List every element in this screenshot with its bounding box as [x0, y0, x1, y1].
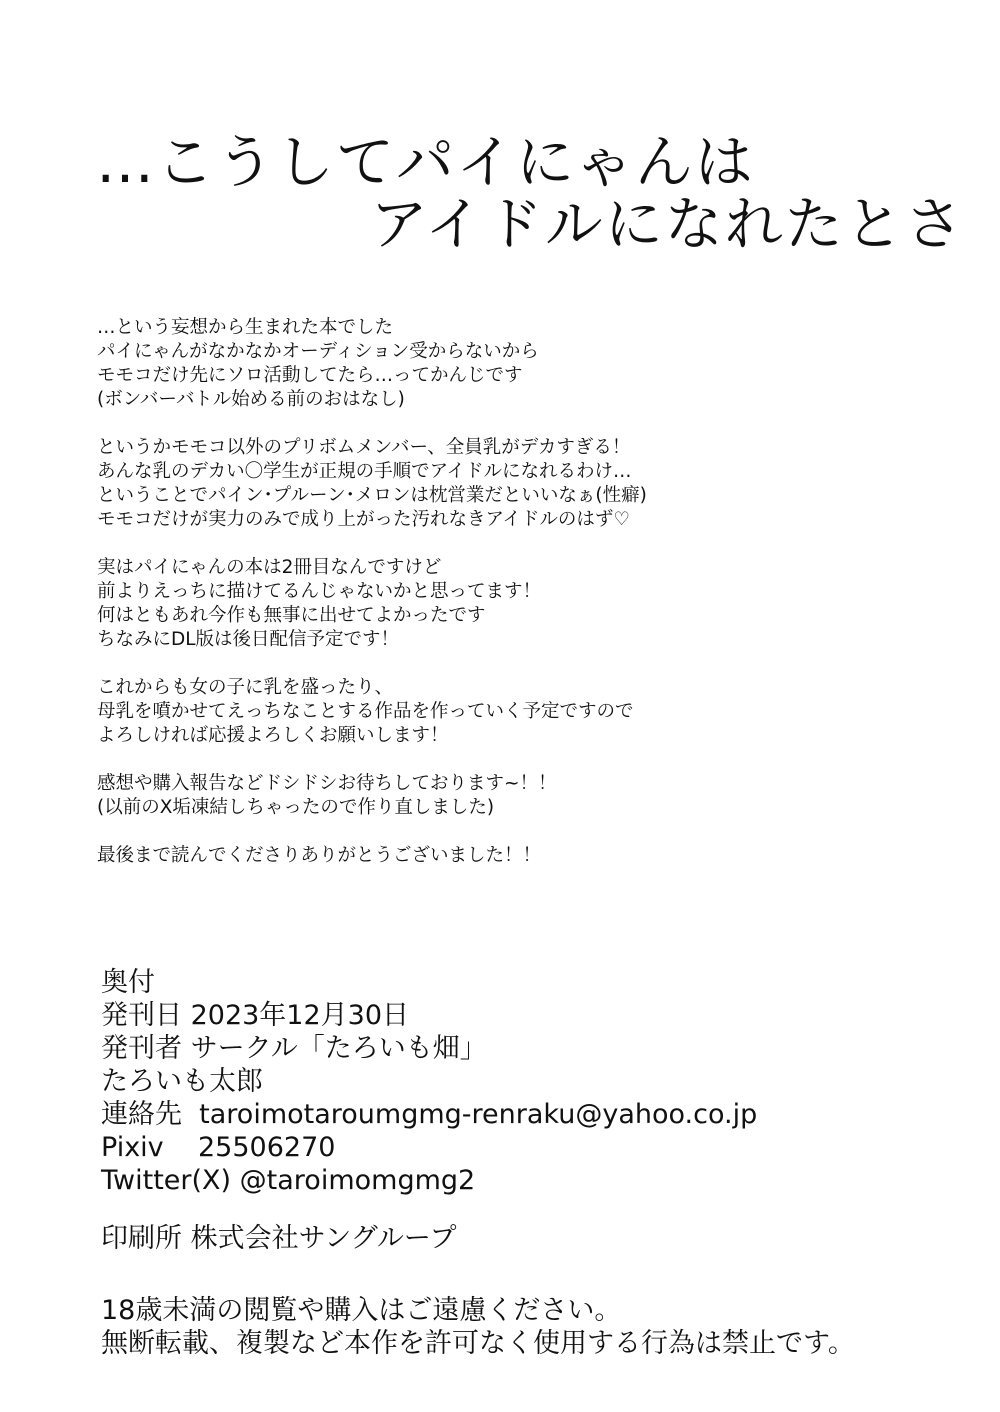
afterword-line: …という妄想から生まれた本でした [97, 317, 394, 338]
colophon-contact-row [101, 1098, 981, 1131]
afterword-paragraph [97, 316, 957, 412]
afterword-line: (以前のX垢凍結しちゃったので作り直しました) [97, 797, 495, 818]
colophon-heading: 奥付 [101, 967, 155, 998]
pixiv-label: Pixiv [101, 1132, 164, 1163]
colophon-twitter-row [101, 1164, 981, 1197]
afterword-line: 何はともあれ今作も無事に出せてよかったです [97, 605, 486, 626]
title-line-1: …こうしてパイにゃんは [96, 128, 755, 196]
colophon-author: たろいも太郎 [101, 1066, 263, 1097]
colophon-printer-row [101, 1222, 981, 1255]
afterword-line: モモコだけ先にソロ活動してたら…ってかんじです [97, 365, 523, 386]
afterword-line: ということでパイン･プルーン･メロンは枕営業だといいなぁ(性癖) [97, 485, 647, 506]
printer-label: 印刷所 [101, 1223, 182, 1254]
afterword-paragraph [97, 436, 957, 532]
afterword-line: パイにゃんがなかなかオーディション受からないから [97, 341, 539, 362]
afterword-line: モモコだけが実力のみで成り上がった汚れなきアイドルのはず♡ [97, 509, 630, 530]
notices [101, 1294, 981, 1360]
afterword-paragraph [97, 676, 957, 748]
title-line-2: アイドルになれたとさ [370, 190, 965, 258]
afterword-line: ちなみにDL版は後日配信予定です！ [97, 629, 400, 650]
contact-label: 連絡先 [101, 1099, 182, 1130]
colophon-issue-date-row [101, 999, 981, 1032]
afterword-line: これからも女の子に乳を盛ったり、 [97, 677, 394, 698]
age-notice: 18歳未満の閲覧や購入はご遠慮ください。 [101, 1295, 622, 1326]
afterword-paragraph [97, 844, 957, 868]
copyright-notice: 無断転載、複製など本作を許可なく使用する行為は禁止です。 [101, 1328, 855, 1359]
issue-date-value: 2023年12月30日 [190, 1000, 410, 1031]
afterword-line: よろしければ応援よろしくお願いします！ [97, 725, 449, 746]
afterword-line: というかモモコ以外のプリボムメンバー、全員乳がデカすぎる！ [97, 437, 631, 458]
afterword-line: (ボンバーバトル始める前のおはなし) [97, 389, 405, 410]
afterword-line: 前よりえっちに描けてるんじゃないかと思ってます！ [97, 581, 542, 602]
colophon-pixiv-row [101, 1131, 981, 1164]
twitter-label: Twitter(X) [101, 1165, 232, 1196]
afterword-line: 実はパイにゃんの本は2冊目なんですけど [97, 557, 442, 578]
colophon-publisher-row [101, 1032, 981, 1065]
afterword-paragraph [97, 772, 957, 820]
contact-email: taroimotaroumgmg-renraku@yahoo.co.jp [199, 1099, 758, 1130]
publisher-value: サークル「たろいも畑」 [190, 1033, 487, 1064]
twitter-handle: @taroimomgmg2 [239, 1165, 476, 1196]
afterword-line: 感想や購入報告などドシドシお待ちしております~！！ [97, 773, 557, 794]
issue-date-label: 発刊日 [101, 1000, 182, 1031]
pixiv-id: 25506270 [198, 1132, 336, 1163]
colophon-spacer [101, 1197, 981, 1222]
afterword-line: あんな乳のデカい〇学生が正規の手順でアイドルになれるわけ… [97, 461, 632, 482]
afterword-line: 母乳を噴かせてえっちなことする作品を作っていく予定ですので [97, 701, 634, 722]
afterword-paragraph [97, 556, 957, 652]
publisher-label: 発刊者 [101, 1033, 182, 1064]
afterword-line: 最後まで読んでくださりありがとうございました！！ [97, 845, 542, 866]
afterword [97, 316, 957, 892]
printer-value: 株式会社サングループ [190, 1223, 457, 1254]
colophon [101, 966, 981, 1255]
